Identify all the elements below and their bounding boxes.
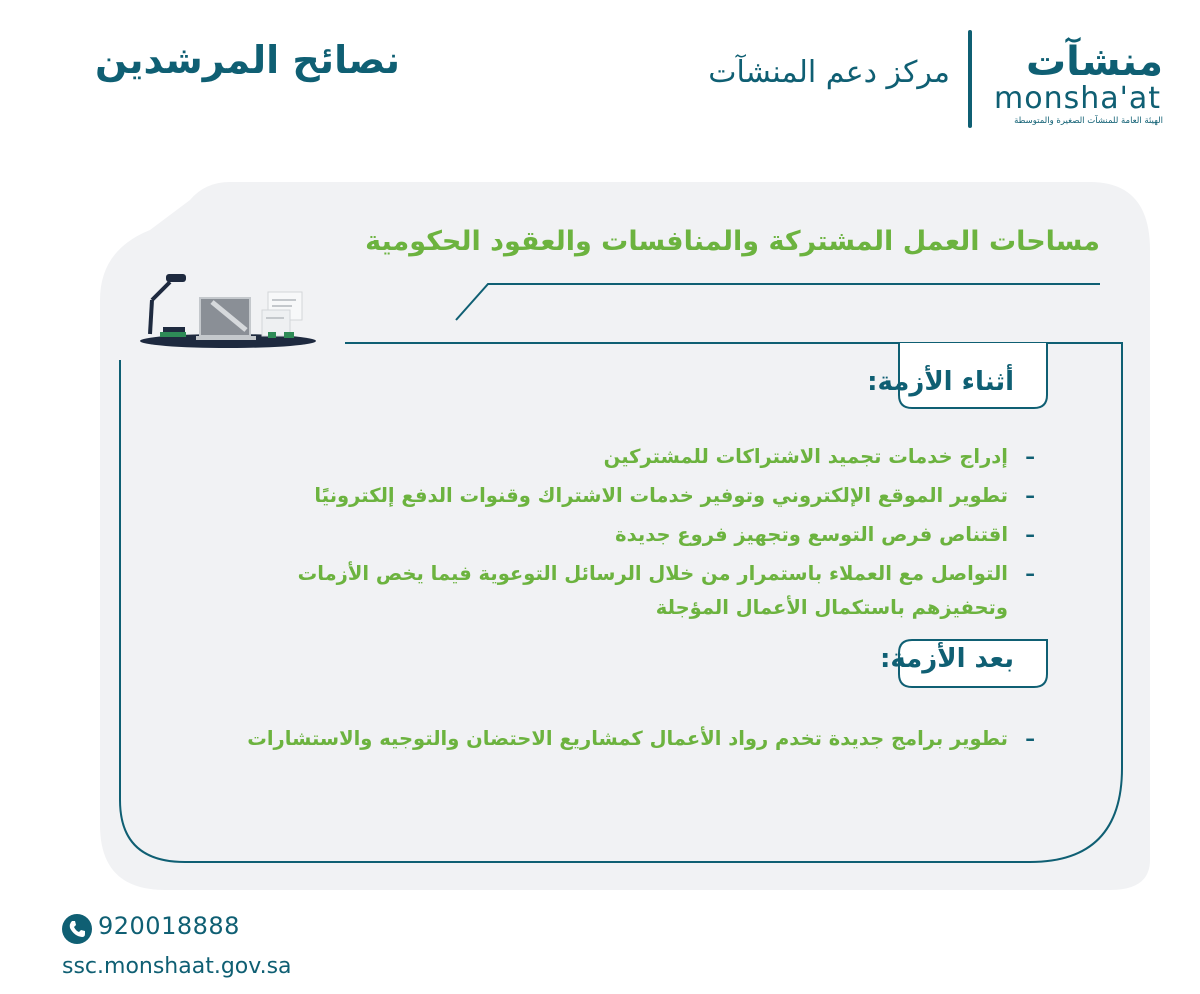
phone-icon: [62, 914, 92, 944]
after-crisis-list: [247, 722, 1035, 761]
bullet-dash: –: [1025, 484, 1035, 507]
list-item-text: إدراج خدمات تجميد الاشتراكات للمشتركين: [603, 445, 1008, 468]
logo-arabic-text: منشآت: [1025, 39, 1163, 85]
list-item: [298, 557, 1035, 625]
logo-english-text: monsha'at: [993, 81, 1161, 116]
tab-after-crisis: بعد الأزمة:: [879, 644, 1014, 674]
list-item: [298, 518, 1035, 552]
tab-during-crisis: أثناء الأزمة:: [867, 367, 1014, 397]
center-name: مركز دعم المنشآت: [708, 55, 950, 90]
list-item-text: تطوير الموقع الإلكتروني وتوفير خدمات الاشتراك وقنوات الدفع إلكترونيًا: [314, 484, 1008, 507]
website-link[interactable]: ssc.monshaat.gov.sa: [62, 954, 292, 979]
list-item: [298, 479, 1035, 513]
list-item-text: اقتناص فرص التوسع وتجهيز فروع جديدة: [615, 523, 1008, 546]
page-title: نصائح المرشدين: [95, 38, 401, 82]
list-item-text: التواصل مع العملاء باستمرار من خلال الرسائل التوعوية فيما يخص الأزمات: [297, 562, 1008, 585]
list-item-text-line2: وتحفيزهم باستكمال الأعمال المؤجلة: [655, 596, 1008, 619]
list-item: [298, 440, 1035, 474]
list-item-text: تطوير برامج جديدة تخدم رواد الأعمال كمشاريع الاحتضان والتوجيه والاستشارات: [247, 727, 1008, 750]
bullet-dash: –: [1025, 523, 1035, 546]
phone-number[interactable]: 920018888: [98, 912, 240, 940]
logo-subtitle: الهيئة العامة للمنشآت الصغيرة والمتوسطة: [1014, 116, 1163, 126]
during-crisis-list: [298, 440, 1035, 630]
bullet-dash: –: [1025, 727, 1035, 750]
list-item: [247, 722, 1035, 756]
bullet-dash: –: [1025, 562, 1035, 585]
bullet-dash: –: [1025, 445, 1035, 468]
section-title: مساحات العمل المشتركة والمنافسات والعقود الحكومية: [365, 226, 1100, 257]
